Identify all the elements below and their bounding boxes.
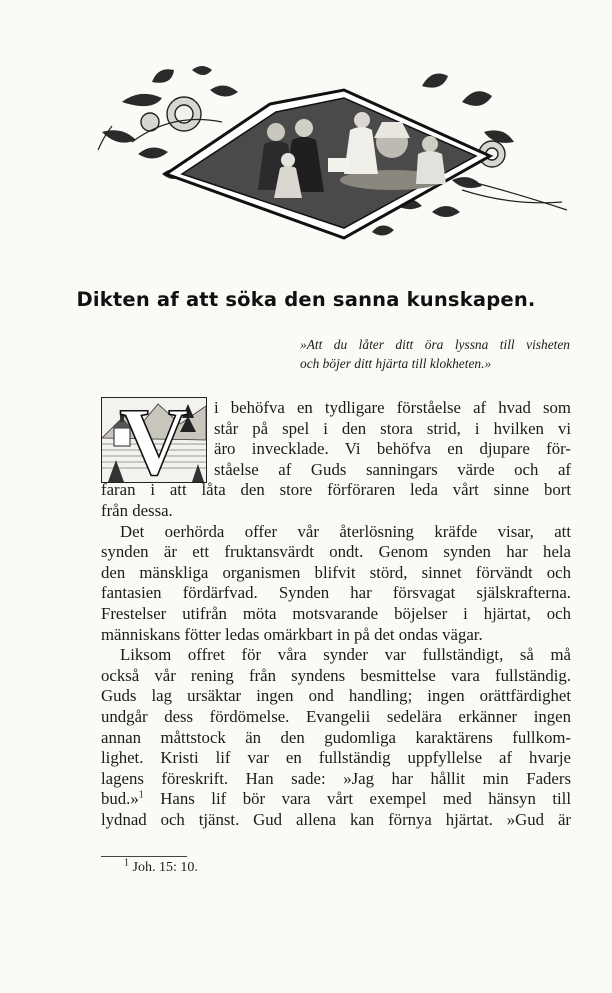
drop-cap-letter: V [119,388,189,495]
text-line: från dessa. [101,500,173,520]
text-line: den mänskliga organismen blifvit störd, sinnet förvändt och [101,562,571,582]
paragraph-1 [101,388,571,522]
footnote-divider [101,856,187,857]
footnote-number: 1 [124,857,129,869]
footnote-marker: 1 [138,789,144,801]
text-line: Guds lag ursäktar ingen ond handling; ingen orättfärdighet [101,686,571,706]
text-line: lighet. Kristi lif var en fullständig uppfyllelse af hvarje [101,748,571,768]
text-fragment: Hans lif bör vara vårt exempel med hänsyn till [160,789,571,809]
text-line: Liksom offret för våra synder var fullständigt, så må [120,645,571,665]
text-fragment: bud.» [101,789,139,809]
text-line: Det oerhörda offer vår återlösning kräfde visar, att [120,521,571,541]
text-line: äro invecklade. Vi behöfva en djupare för- [214,439,571,459]
header-illustration [92,62,572,250]
text-line: Frestelser utifrån möta motsvarande böjelser i hjärtat, och [101,603,571,623]
text-line [101,789,571,810]
text-line: synden är ett fruktansvärdt ondt. Genom synden har hela [101,542,571,562]
paragraph-3 [101,645,571,830]
body-text [101,388,571,830]
chapter-title: Dikten af att söka den sanna kunskapen. [76,288,536,311]
text-line: undgår dess fördömelse. Evangelii sedelära erkänner ingen [101,706,571,726]
text-line: står på spel i den stora strid, i hvilken vi [214,418,571,438]
text-line: lydnad och tjänst. Gud allena kan förnya hjärtat. »Gud är [101,809,571,829]
footnote-text: Joh. 15: 10. [132,860,198,875]
text-line: annan måttstock än den gudomliga karaktärens fullkom- [101,727,571,747]
footnote [124,857,198,876]
text-line: fantasien fördärfvad. Synden har försvagat själskrafterna. [101,583,571,603]
text-line: också vår rening från syndens besmittelse vara fullständig. [101,665,571,685]
paragraph-2 [101,522,571,646]
text-line: lagens föreskrift. Han sade: »Jag har hållit min Faders [101,768,571,788]
epigraph-line: och böjer ditt hjärta till klokheten.» [300,356,492,371]
text-line: människans fötter ledas omärkbart in på det ondas vägar. [101,624,483,644]
text-line: ståelse af Guds sanningars värde och af [214,459,571,479]
text-line: i behöfva en tydligare förståelse af hvad som [214,398,571,417]
text-line: faran i att låta den store förföraren leda vårt sinne bort [101,480,571,500]
epigraph-line: »Att du låter ditt öra lyssna till visheten [300,337,570,352]
epigraph-quote [300,335,570,373]
